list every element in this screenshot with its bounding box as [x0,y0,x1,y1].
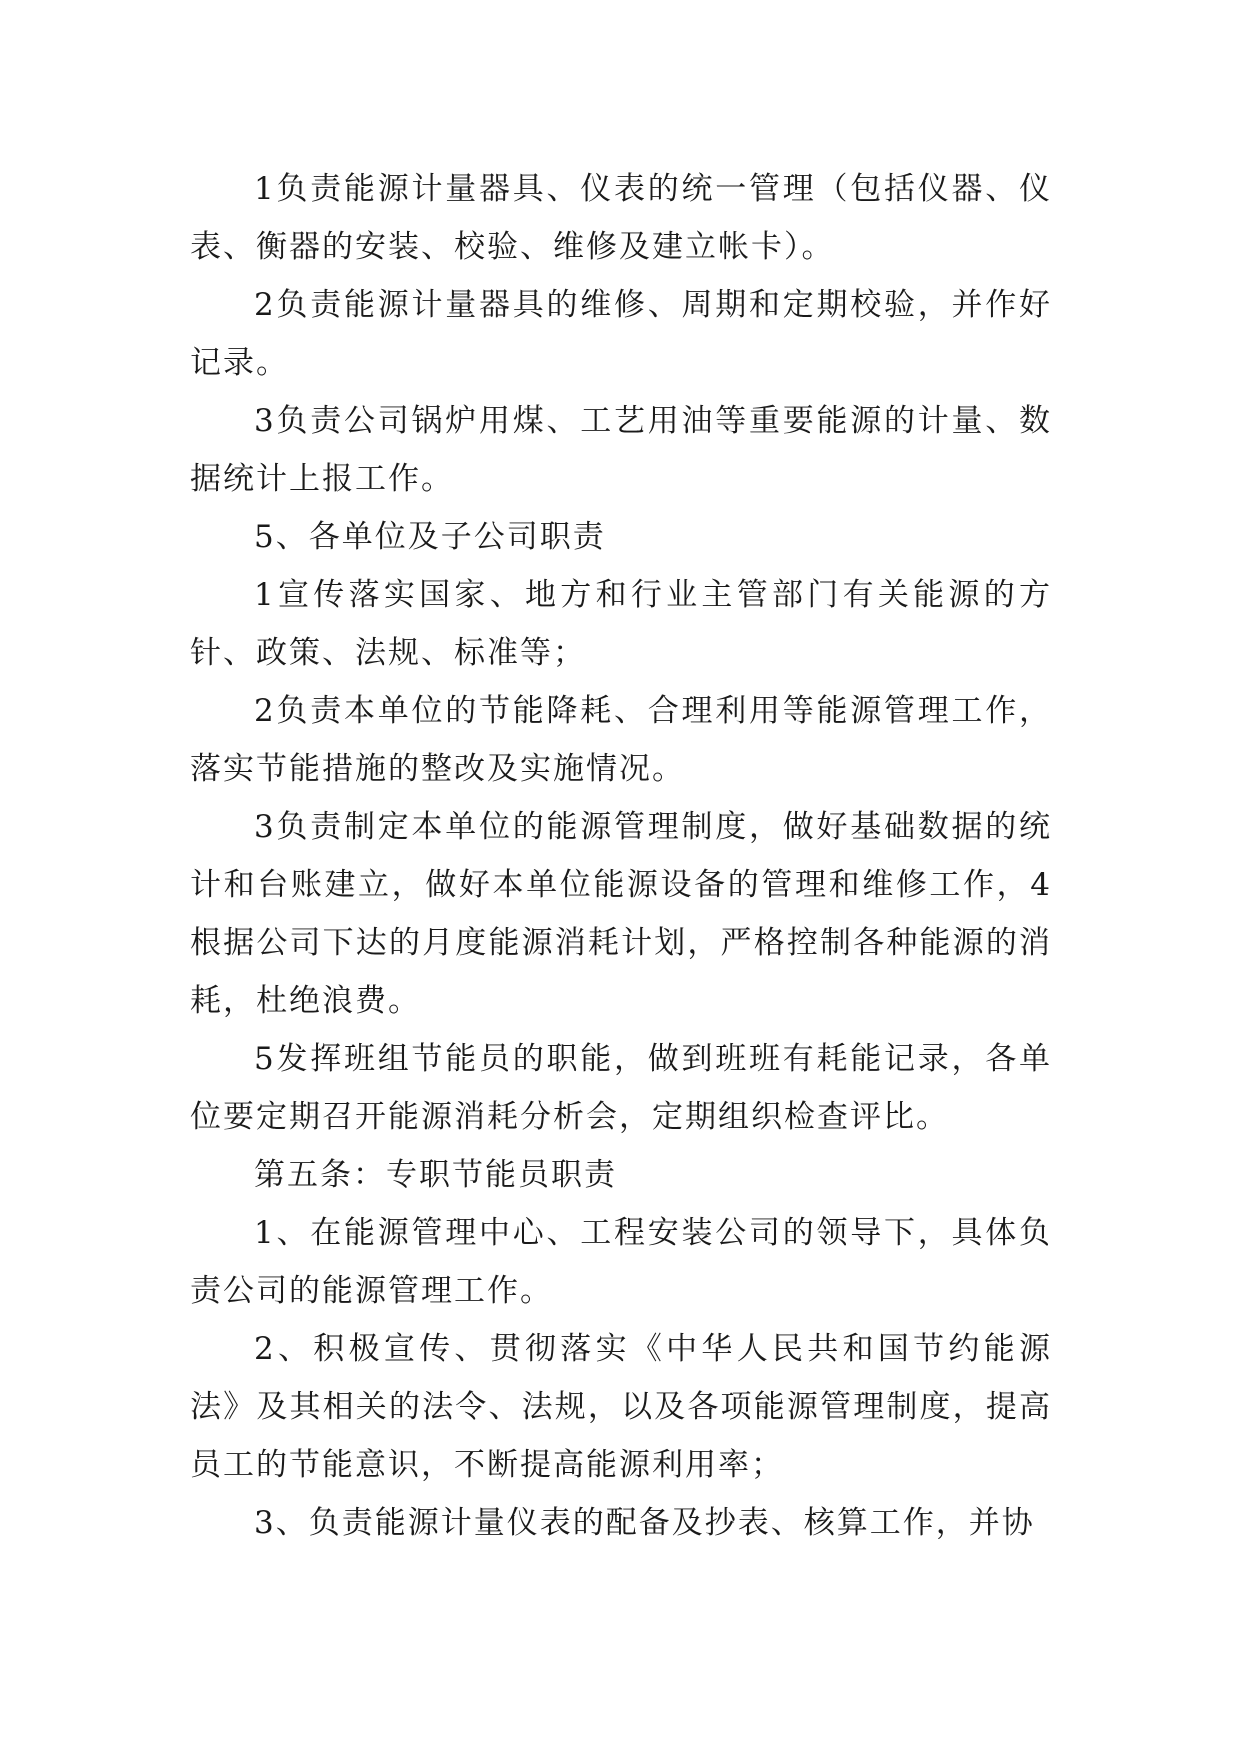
paragraph-policy-promotion: 1宣传落实国家、地方和行业主管部门有关能源的方针、政策、法规、标准等； [190,577,1052,671]
paragraph-meter-maintenance: 2负责能源计量器具的维修、周期和定期校验，并作好记录。 [190,287,1052,381]
paragraph-duty-two: 2、积极宣传、贯彻落实《中华人民共和国节约能源法》及其相关的法令、法规，以及各项能源管理制度，提高员工的节能意识，不断提高能源利用率； [190,1331,1052,1483]
section-heading-unit-duties: 5、各单位及子公司职责 [254,519,606,555]
paragraph-management-system: 3负责制定本单位的能源管理制度，做好基础数据的统计和台账建立，做好本单位能源设备的管理和维修工作，4根据公司下达的月度能源消耗计划，严格控制各种能源的消耗，杜绝浪费。 [190,809,1052,1019]
paragraph-duty-three: 3、负责能源计量仪表的配备及抄表、核算工作，并协 [254,1505,1035,1541]
paragraph-energy-saving: 2负责本单位的节能降耗、合理利用等能源管理工作，落实节能措施的整改及实施情况。 [190,693,1052,787]
article-heading-article-five: 第五条：专职节能员职责 [254,1157,617,1193]
paragraph-energy-statistics: 3负责公司锅炉用煤、工艺用油等重要能源的计量、数据统计上报工作。 [190,403,1052,497]
paragraph-team-energy-officer: 5发挥班组节能员的职能，做到班班有耗能记录，各单位要定期召开能源消耗分析会，定期组织检查评比。 [190,1041,1052,1135]
paragraph-duty-one: 1、在能源管理中心、工程安装公司的领导下，具体负责公司的能源管理工作。 [190,1215,1052,1309]
document-body [190,160,1052,1552]
paragraph-meter-management: 1负责能源计量器具、仪表的统一管理（包括仪器、仪表、衡器的安装、校验、维修及建立帐卡）。 [190,171,1052,265]
